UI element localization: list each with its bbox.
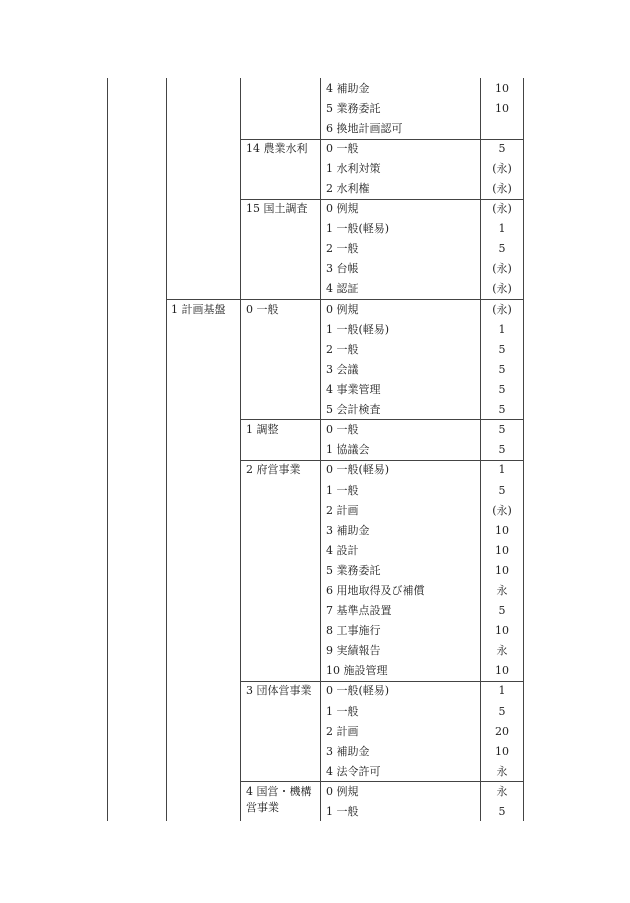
row-period: 永: [496, 584, 508, 597]
category-label: 1 計画基盤: [171, 303, 226, 316]
row-period: 10: [495, 564, 509, 577]
row-code: 4 設計: [326, 544, 359, 557]
row-divider: [240, 199, 524, 200]
row-period: 永: [496, 644, 508, 657]
row-code: 10 施設管理: [326, 664, 388, 677]
row-code: 0 例規: [326, 303, 359, 316]
row-period: 永: [496, 785, 508, 798]
row-code: 0 一般(軽易): [326, 684, 390, 697]
column-line: [240, 78, 241, 821]
row-period: 5: [498, 142, 506, 155]
row-code: 0 例規: [326, 785, 359, 798]
row-period: 1: [498, 463, 506, 476]
row-period: 10: [495, 664, 509, 677]
row-period: 10: [495, 82, 509, 95]
row-code: 1 水利対策: [326, 162, 381, 175]
row-code: 5 会計検査: [326, 403, 381, 416]
row-period: 1: [498, 323, 506, 336]
row-period: 5: [498, 343, 506, 356]
row-period: 10: [495, 624, 509, 637]
row-code: 2 計画: [326, 504, 359, 517]
row-code: 4 事業管理: [326, 383, 381, 396]
row-period: 5: [498, 423, 506, 436]
row-code: 5 業務委託: [326, 564, 381, 577]
row-code: 2 一般: [326, 343, 359, 356]
row-period: 10: [495, 102, 509, 115]
column-line: [523, 78, 524, 821]
column-line: [320, 78, 321, 821]
row-code: 4 法令許可: [326, 765, 381, 778]
subcategory-label: 15 国土調査: [246, 202, 308, 215]
row-code: 5 業務委託: [326, 102, 381, 115]
row-divider: [240, 681, 524, 682]
row-code: 0 例規: [326, 202, 359, 215]
row-divider: [166, 299, 524, 300]
row-period: 20: [495, 725, 509, 738]
row-code: 8 工事施行: [326, 624, 381, 637]
row-code: 3 会議: [326, 363, 359, 376]
row-period: 10: [495, 544, 509, 557]
row-period: 5: [498, 363, 506, 376]
subcategory-label: 14 農業水利: [246, 142, 308, 155]
row-period: (永): [492, 182, 512, 195]
row-period: 5: [498, 443, 506, 456]
row-period: 5: [498, 383, 506, 396]
row-divider: [240, 139, 524, 140]
row-period: (永): [492, 303, 512, 316]
row-code: 3 補助金: [326, 524, 370, 537]
row-divider: [240, 460, 524, 461]
row-code: 1 一般: [326, 484, 359, 497]
subcategory-label: 0 一般: [246, 303, 279, 316]
row-period: 1: [498, 684, 506, 697]
row-code: 9 実績報告: [326, 644, 381, 657]
row-period: 1: [498, 222, 506, 235]
row-period: (永): [492, 202, 512, 215]
row-period: 永: [496, 765, 508, 778]
row-code: 2 一般: [326, 242, 359, 255]
row-code: 1 一般: [326, 705, 359, 718]
row-code: 1 一般(軽易): [326, 323, 390, 336]
row-code: 2 水利権: [326, 182, 370, 195]
row-code: 1 一般(軽易): [326, 222, 390, 235]
row-period: (永): [492, 504, 512, 517]
row-divider: [240, 781, 524, 782]
row-period: (永): [492, 262, 512, 275]
row-period: 5: [498, 242, 506, 255]
row-period: 5: [498, 403, 506, 416]
column-line: [107, 78, 108, 821]
row-code: 1 一般: [326, 805, 359, 818]
column-line: [166, 78, 167, 821]
row-code: 6 換地計画認可: [326, 122, 403, 135]
row-code: 4 認証: [326, 282, 359, 295]
row-period: 5: [498, 484, 506, 497]
row-code: 7 基準点設置: [326, 604, 392, 617]
subcategory-label: 1 調整: [246, 423, 279, 436]
row-code: 2 計画: [326, 725, 359, 738]
row-period: 10: [495, 745, 509, 758]
row-period: 10: [495, 524, 509, 537]
row-code: 4 補助金: [326, 82, 370, 95]
row-divider: [240, 419, 524, 420]
row-code: 0 一般: [326, 423, 359, 436]
row-period: (永): [492, 282, 512, 295]
subcategory-label: 4 国営・機構営事業: [246, 785, 312, 814]
row-code: 3 台帳: [326, 262, 359, 275]
row-period: 5: [498, 604, 506, 617]
row-period: 5: [498, 805, 506, 818]
subcategory-label: 2 府営事業: [246, 463, 301, 476]
row-code: 6 用地取得及び補償: [326, 584, 425, 597]
row-period: (永): [492, 162, 512, 175]
row-code: 0 一般(軽易): [326, 463, 390, 476]
row-code: 3 補助金: [326, 745, 370, 758]
subcategory-label: 3 団体営事業: [246, 684, 312, 697]
row-code: 1 協議会: [326, 443, 370, 456]
row-code: 0 一般: [326, 142, 359, 155]
row-period: 5: [498, 705, 506, 718]
